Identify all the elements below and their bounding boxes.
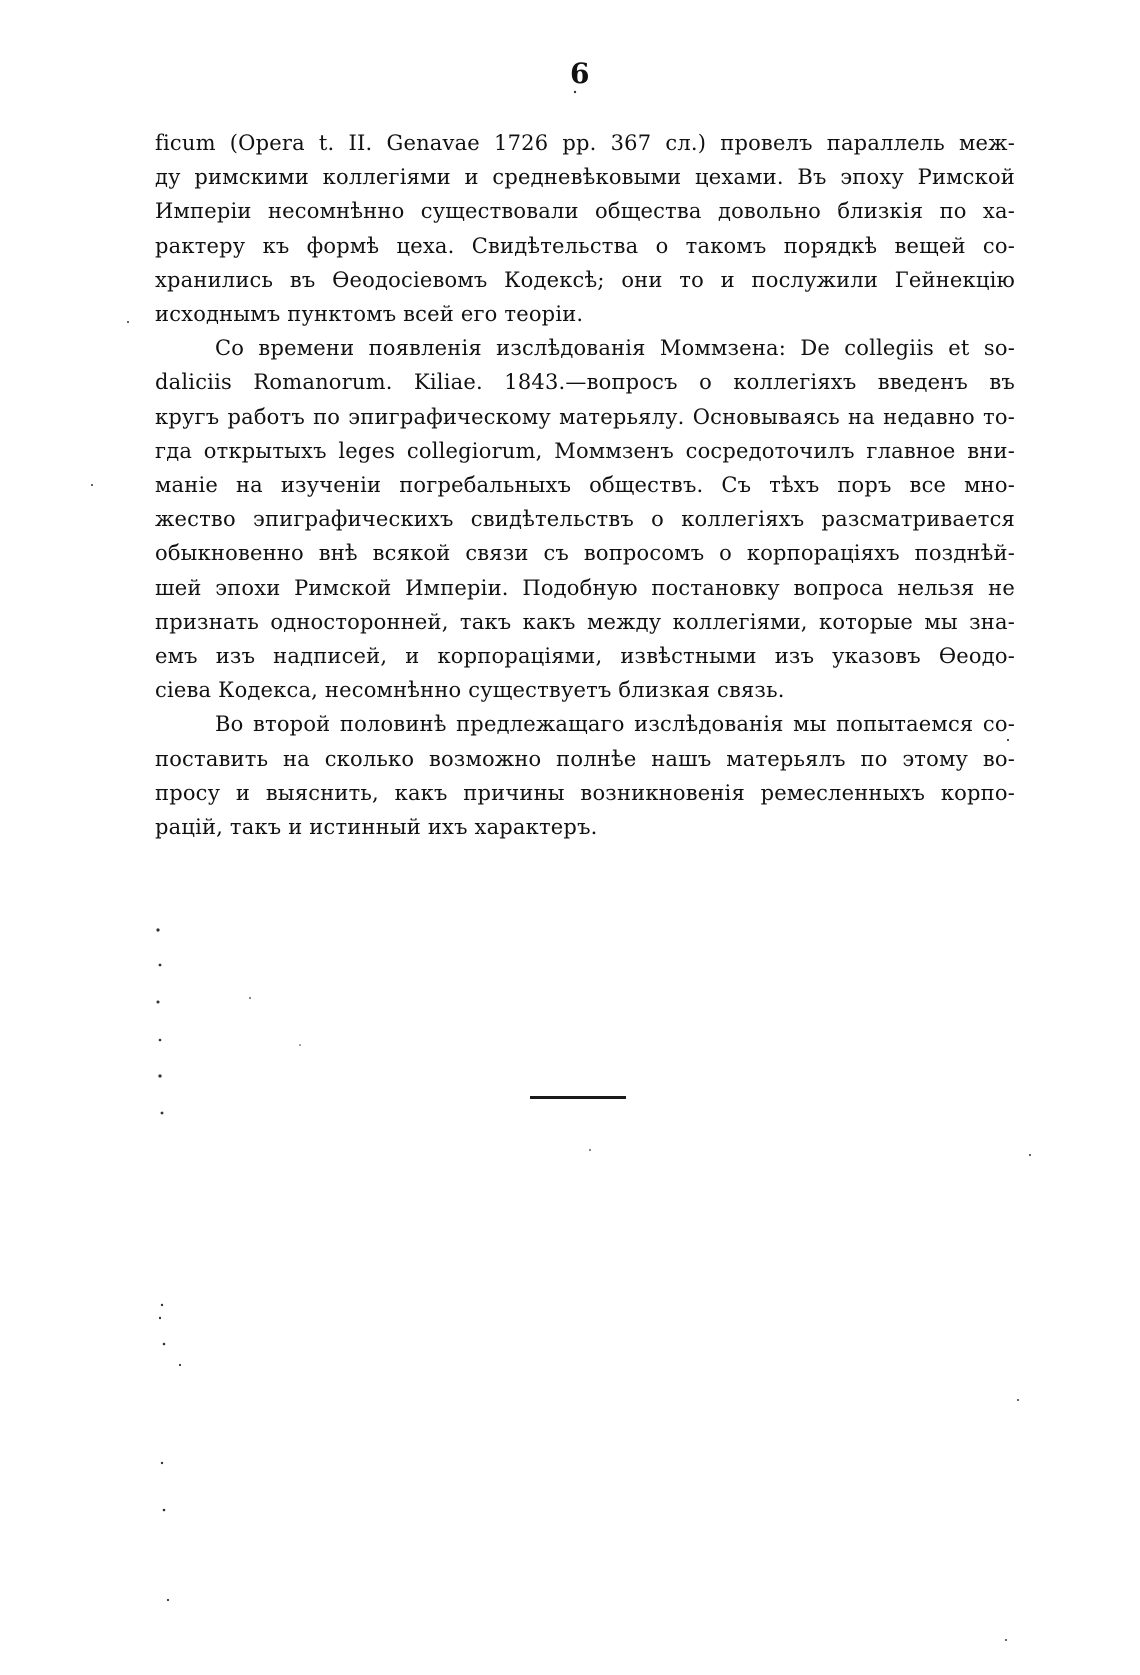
paragraph-2 [155,331,1015,707]
page-number: 6 [570,57,590,90]
text-line: рактеру къ формѣ цеха. Свидѣтельства о такомъ порядкѣ вещей со- [155,233,1015,258]
text-line: dalіciis Romanorum. Kiliae. 1843.—вопросъ о коллегіяхъ введенъ въ [155,370,1015,395]
text-line: емъ изъ надписей, и корпораціями, извѣстными изъ указовъ Өеодо- [155,644,1015,669]
text-line: маніе на изученіи погребальныхъ обществъ. Съ тѣхъ поръ все мно- [155,473,1015,498]
text-line: кругъ работъ по эпиграфическому матерьялу. Основываясь на недавно то- [155,404,1015,429]
text-line: Со времени появленія изслѣдованія Моммзена: De collegiis et so- [215,336,1015,361]
paragraph-1 [155,126,1015,331]
text-line: ficum (Opera t. II. Genavae 1726 pp. 367 сл.) провелъ параллель меж- [155,131,1015,155]
paragraph-3 [155,707,1015,844]
text-line: сіева Кодекса, несомнѣнно существуетъ близкая связь. [155,678,785,703]
text-line: обыкновенно внѣ всякой связи съ вопросомъ о корпораціяхъ позднѣй- [155,541,1015,566]
text-line: рацій, такъ и истинный ихъ характеръ. [155,815,598,840]
text-line: поставить на сколько возможно полнѣе нашъ матерьялъ по этому во- [155,746,1015,771]
text-line: признать односторонней, такъ какъ между коллегіями, которые мы зна- [155,609,1015,634]
text-line: ду римскими коллегіями и средневѣковыми цехами. Въ эпоху Римской [155,165,1015,190]
text-line: исходнымъ пунктомъ всей его теоріи. [155,302,584,327]
text-line: просу и выяснить, какъ причины возникновенія ремесленныхъ корпо- [155,780,1015,805]
text-line: Во второй половинѣ предлежащаго изслѣдованія мы попытаемся со- [215,712,1015,737]
text-line: шей эпохи Римской Имперіи. Подобную постановку вопроса нельзя не [155,575,1015,600]
text-line: Имперіи несомнѣнно существовали общества довольно близкія по ха- [155,199,1015,224]
section-end-rule [530,1096,626,1099]
text-line: хранились въ Өеодосіевомъ Кодексѣ; они то и послужили Гейнекцію [155,267,1015,292]
body-text [155,126,1015,844]
text-line: жество эпиграфическихъ свидѣтельствъ о коллегіяхъ разсматривается [155,507,1015,532]
text-line: гда открытыхъ leges collegiorum, Моммзенъ сосредоточилъ главное вни- [155,438,1015,463]
